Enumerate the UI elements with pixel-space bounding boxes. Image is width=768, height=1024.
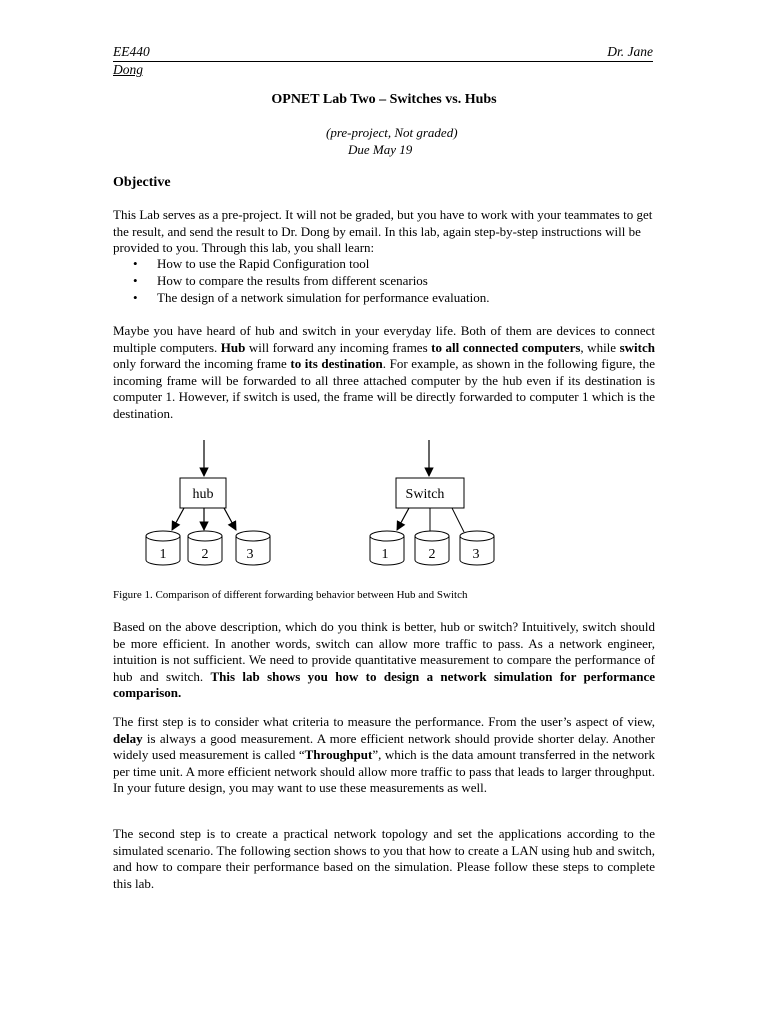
computer-label: 2 <box>201 547 209 562</box>
hub-switch-diagram <box>100 438 540 578</box>
computer-3-icon <box>460 531 494 565</box>
list-item: • How to compare the results from different scenarios <box>113 273 489 290</box>
figure-caption: Figure 1. Comparison of different forwarding behavior between Hub and Switch <box>113 589 468 601</box>
intro-paragraph: This Lab serves as a pre-project. It will not be graded, but you have to work with your teammates to get the result, and send the result to Dr. Dong by email. In this lab, again step-by-step instructions will be provided to you. Through this lab, you shall learn: <box>113 207 653 256</box>
bold-run: to its destination <box>290 356 383 372</box>
text-run: will forward any incoming frames <box>245 339 432 355</box>
switch-group <box>370 440 494 565</box>
objective-list <box>113 256 489 306</box>
hub-group <box>146 440 270 565</box>
computer-1-icon <box>370 531 404 565</box>
list-item: • The design of a network simulation for performance evaluation. <box>113 290 489 307</box>
computer-label: 2 <box>428 547 436 562</box>
text-run: The first step is to consider what criteria to measure the performance. From the user’s aspect of view, <box>113 714 655 729</box>
document-subtitle: (pre-project, Not graded) <box>326 125 458 140</box>
list-item: • How to use the Rapid Configuration tool <box>113 256 489 273</box>
bold-run: This lab shows you how to design a network simulation for performance comparison. <box>113 668 655 701</box>
computer-2-icon <box>415 531 449 565</box>
bold-run: to all connected computers <box>431 339 581 355</box>
objective-heading: Objective <box>113 175 171 190</box>
comparison-paragraph <box>113 619 655 702</box>
bold-run: delay <box>113 730 143 746</box>
computer-2-icon <box>188 531 222 565</box>
instructor-surname: Dong <box>113 62 143 77</box>
computer-label: 1 <box>381 547 389 562</box>
text-run: ”, which is the data amount transferred in the network per time unit. A more efficient network should allow more traffic to pass that leads to larger throughput. In your future design, you may want to use these measurements as well. <box>113 747 655 796</box>
computer-label: 1 <box>159 547 167 562</box>
header-rule <box>113 44 653 62</box>
hub-link-1 <box>172 508 184 530</box>
bold-run: Hub <box>220 339 246 355</box>
computer-label: 3 <box>246 547 254 562</box>
hub-link-3 <box>224 508 236 530</box>
text-run: only forward the incoming frame <box>113 356 291 372</box>
course-code: EE440 <box>113 44 150 59</box>
text-run: , while <box>580 339 620 355</box>
text-run: is always a good measurement. A more efficient network should provide shorter delay. Another widely used measurement is called “ <box>113 730 655 763</box>
text-run: . For example, as shown in the following figure, the incoming frame will be forwarded to all three attached computer by the hub even if its destination is computer 1. However, if switch is used, the frame will be directly forwarded to computer 1 which is the destination. <box>113 356 655 421</box>
due-date: Due May 19 <box>348 142 413 157</box>
bold-run: switch <box>619 339 655 355</box>
switch-link-3 <box>452 508 464 532</box>
switch-label: Switch <box>405 487 445 502</box>
computer-1-icon <box>146 531 180 565</box>
hub-switch-paragraph <box>113 323 655 423</box>
computer-label: 3 <box>472 547 480 562</box>
computer-3-icon <box>236 531 270 565</box>
page-header <box>113 44 653 78</box>
text-run: Based on the above description, which do you think is better, hub or switch? Intuitively, switch should be more efficient. In another words, switch can allow more traffic to pass. As a network engineer, intuition is not sufficient. We need to provide quantitative measurement to compare the performance of hub and switch. <box>113 619 655 684</box>
hub-label: hub <box>192 487 214 502</box>
text-run: Maybe you have heard of hub and switch in your everyday life. Both of them are devices to connect multiple computers. <box>113 323 655 355</box>
bold-run: Throughput <box>304 747 373 763</box>
second-step-paragraph: The second step is to create a practical network topology and set the applications according to the simulated scenario. The following section shows to you that how to create a LAN using hub and switch, and how to compare their performance based on the simulation. Please follow these steps to complete this lab. <box>113 826 655 891</box>
switch-link-1 <box>397 508 409 530</box>
first-step-paragraph <box>113 714 655 797</box>
instructor-name: Dr. Jane <box>607 44 653 59</box>
document-title: OPNET Lab Two – Switches vs. Hubs <box>271 92 497 107</box>
